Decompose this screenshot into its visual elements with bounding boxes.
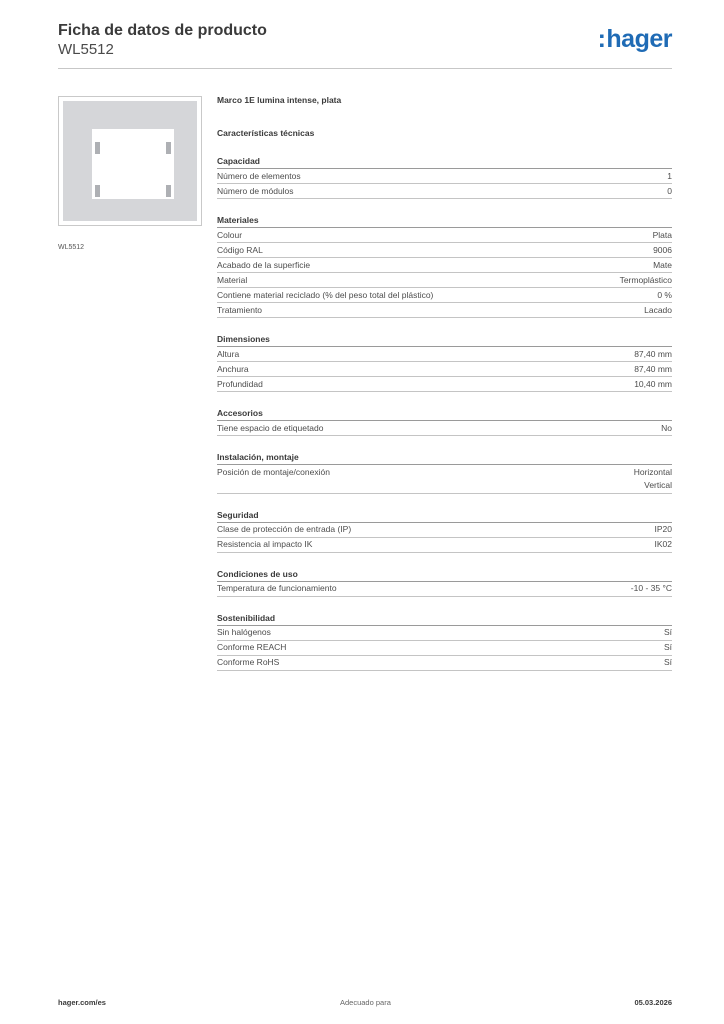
spec-row [217, 273, 672, 288]
spec-label: Posición de montaje/conexión [217, 466, 330, 477]
spec-value: Plata [652, 229, 672, 240]
section-title: Condiciones de uso [217, 567, 672, 582]
frame-clip [166, 185, 171, 197]
spec-label: Resistencia al impacto IK [217, 539, 313, 549]
spec-value: IP20 [654, 524, 672, 534]
spec-row [217, 582, 672, 597]
section-title: Instalación, montaje [217, 450, 672, 465]
spec-label: Conforme RoHS [217, 657, 280, 667]
section-materiales [217, 213, 672, 318]
frame-clip [95, 185, 100, 197]
spec-content [217, 90, 672, 671]
spec-value: 0 [667, 185, 672, 196]
spec-value [634, 466, 672, 493]
spec-row [217, 538, 672, 553]
spec-row [217, 258, 672, 273]
section-title: Accesorios [217, 406, 672, 421]
spec-label: Temperatura de funcionamiento [217, 583, 337, 593]
spec-value: 10,40 mm [634, 378, 672, 389]
spec-label: Tiene espacio de etiquetado [217, 422, 324, 433]
page-header [58, 20, 672, 70]
document-title: Ficha de datos de producto [58, 22, 267, 39]
spec-label: Clase de protección de entrada (IP) [217, 524, 352, 534]
spec-value: IK02 [654, 539, 672, 549]
section-title: Seguridad [217, 508, 672, 523]
characteristics-heading: Características técnicas [217, 128, 315, 138]
spec-row [217, 421, 672, 436]
section-title: Capacidad [217, 154, 672, 169]
spec-value: 87,40 mm [634, 363, 672, 374]
spec-row [217, 465, 672, 494]
spec-label: Material [217, 274, 248, 285]
spec-row [217, 184, 672, 199]
logo-text: hager [606, 25, 672, 53]
section-seguridad [217, 508, 672, 553]
product-image [58, 96, 202, 226]
spec-value: -10 - 35 °C [630, 583, 672, 593]
footer-suitability-note: Adecuado para [340, 998, 391, 1007]
spec-label: Altura [217, 348, 240, 359]
spec-row [217, 303, 672, 318]
spec-label: Código RAL [217, 244, 263, 255]
spec-label: Anchura [217, 363, 249, 374]
spec-value: Lacado [644, 304, 672, 315]
footer-website-link[interactable]: hager.com/es [58, 998, 106, 1007]
section-instalacion [217, 450, 672, 494]
spec-row [217, 347, 672, 362]
spec-row [217, 626, 672, 641]
frame-clip [95, 142, 100, 154]
spec-label: Acabado de la superficie [217, 259, 311, 270]
spec-row [217, 523, 672, 538]
section-dimensiones [217, 332, 672, 392]
spec-label: Colour [217, 229, 243, 240]
section-title: Dimensiones [217, 332, 672, 347]
spec-value-line: Horizontal [633, 466, 672, 477]
spec-label: Tratamiento [217, 304, 263, 315]
spec-label: Sin halógenos [217, 627, 271, 637]
spec-row [217, 243, 672, 258]
spec-row [217, 656, 672, 671]
hager-logo[interactable] [598, 25, 672, 54]
spec-row [217, 377, 672, 392]
product-code: WL5512 [58, 41, 114, 58]
section-sostenibilidad [217, 611, 672, 671]
spec-label: Profundidad [217, 378, 263, 389]
header-divider [58, 68, 672, 69]
image-caption: WL5512 [58, 244, 85, 251]
frame-opening [92, 129, 174, 199]
spec-row [217, 228, 672, 243]
spec-value: Sí [663, 657, 672, 667]
frame-clip [166, 142, 171, 154]
spec-row [217, 641, 672, 656]
section-accesorios [217, 406, 672, 436]
spec-label: Número de elementos [217, 170, 301, 181]
spec-value: Mate [653, 259, 672, 270]
spec-value-line: Vertical [644, 480, 672, 490]
spec-value: Termoplástico [619, 274, 672, 285]
spec-label: Contiene material reciclado (% del peso total del plástico) [217, 289, 434, 300]
section-title: Materiales [217, 213, 672, 228]
spec-value: 9006 [653, 244, 672, 255]
frame-plate [63, 101, 197, 221]
spec-row [217, 362, 672, 377]
spec-label: Número de módulos [217, 185, 294, 196]
spec-label: Conforme REACH [217, 642, 287, 652]
logo-dots: : [597, 25, 606, 53]
spec-value: 87,40 mm [634, 348, 672, 359]
spec-value: 0 % [657, 289, 672, 300]
footer-date: 05.03.2026 [634, 998, 672, 1007]
spec-value: Sí [663, 642, 672, 652]
section-capacidad [217, 154, 672, 199]
section-title: Sostenibilidad [217, 611, 672, 626]
spec-row [217, 288, 672, 303]
spec-value: No [661, 422, 672, 433]
spec-value: Sí [663, 627, 672, 637]
spec-value: 1 [667, 170, 672, 181]
product-name: Marco 1E lumina intense, plata [217, 95, 342, 105]
spec-row [217, 169, 672, 184]
section-condiciones [217, 567, 672, 597]
